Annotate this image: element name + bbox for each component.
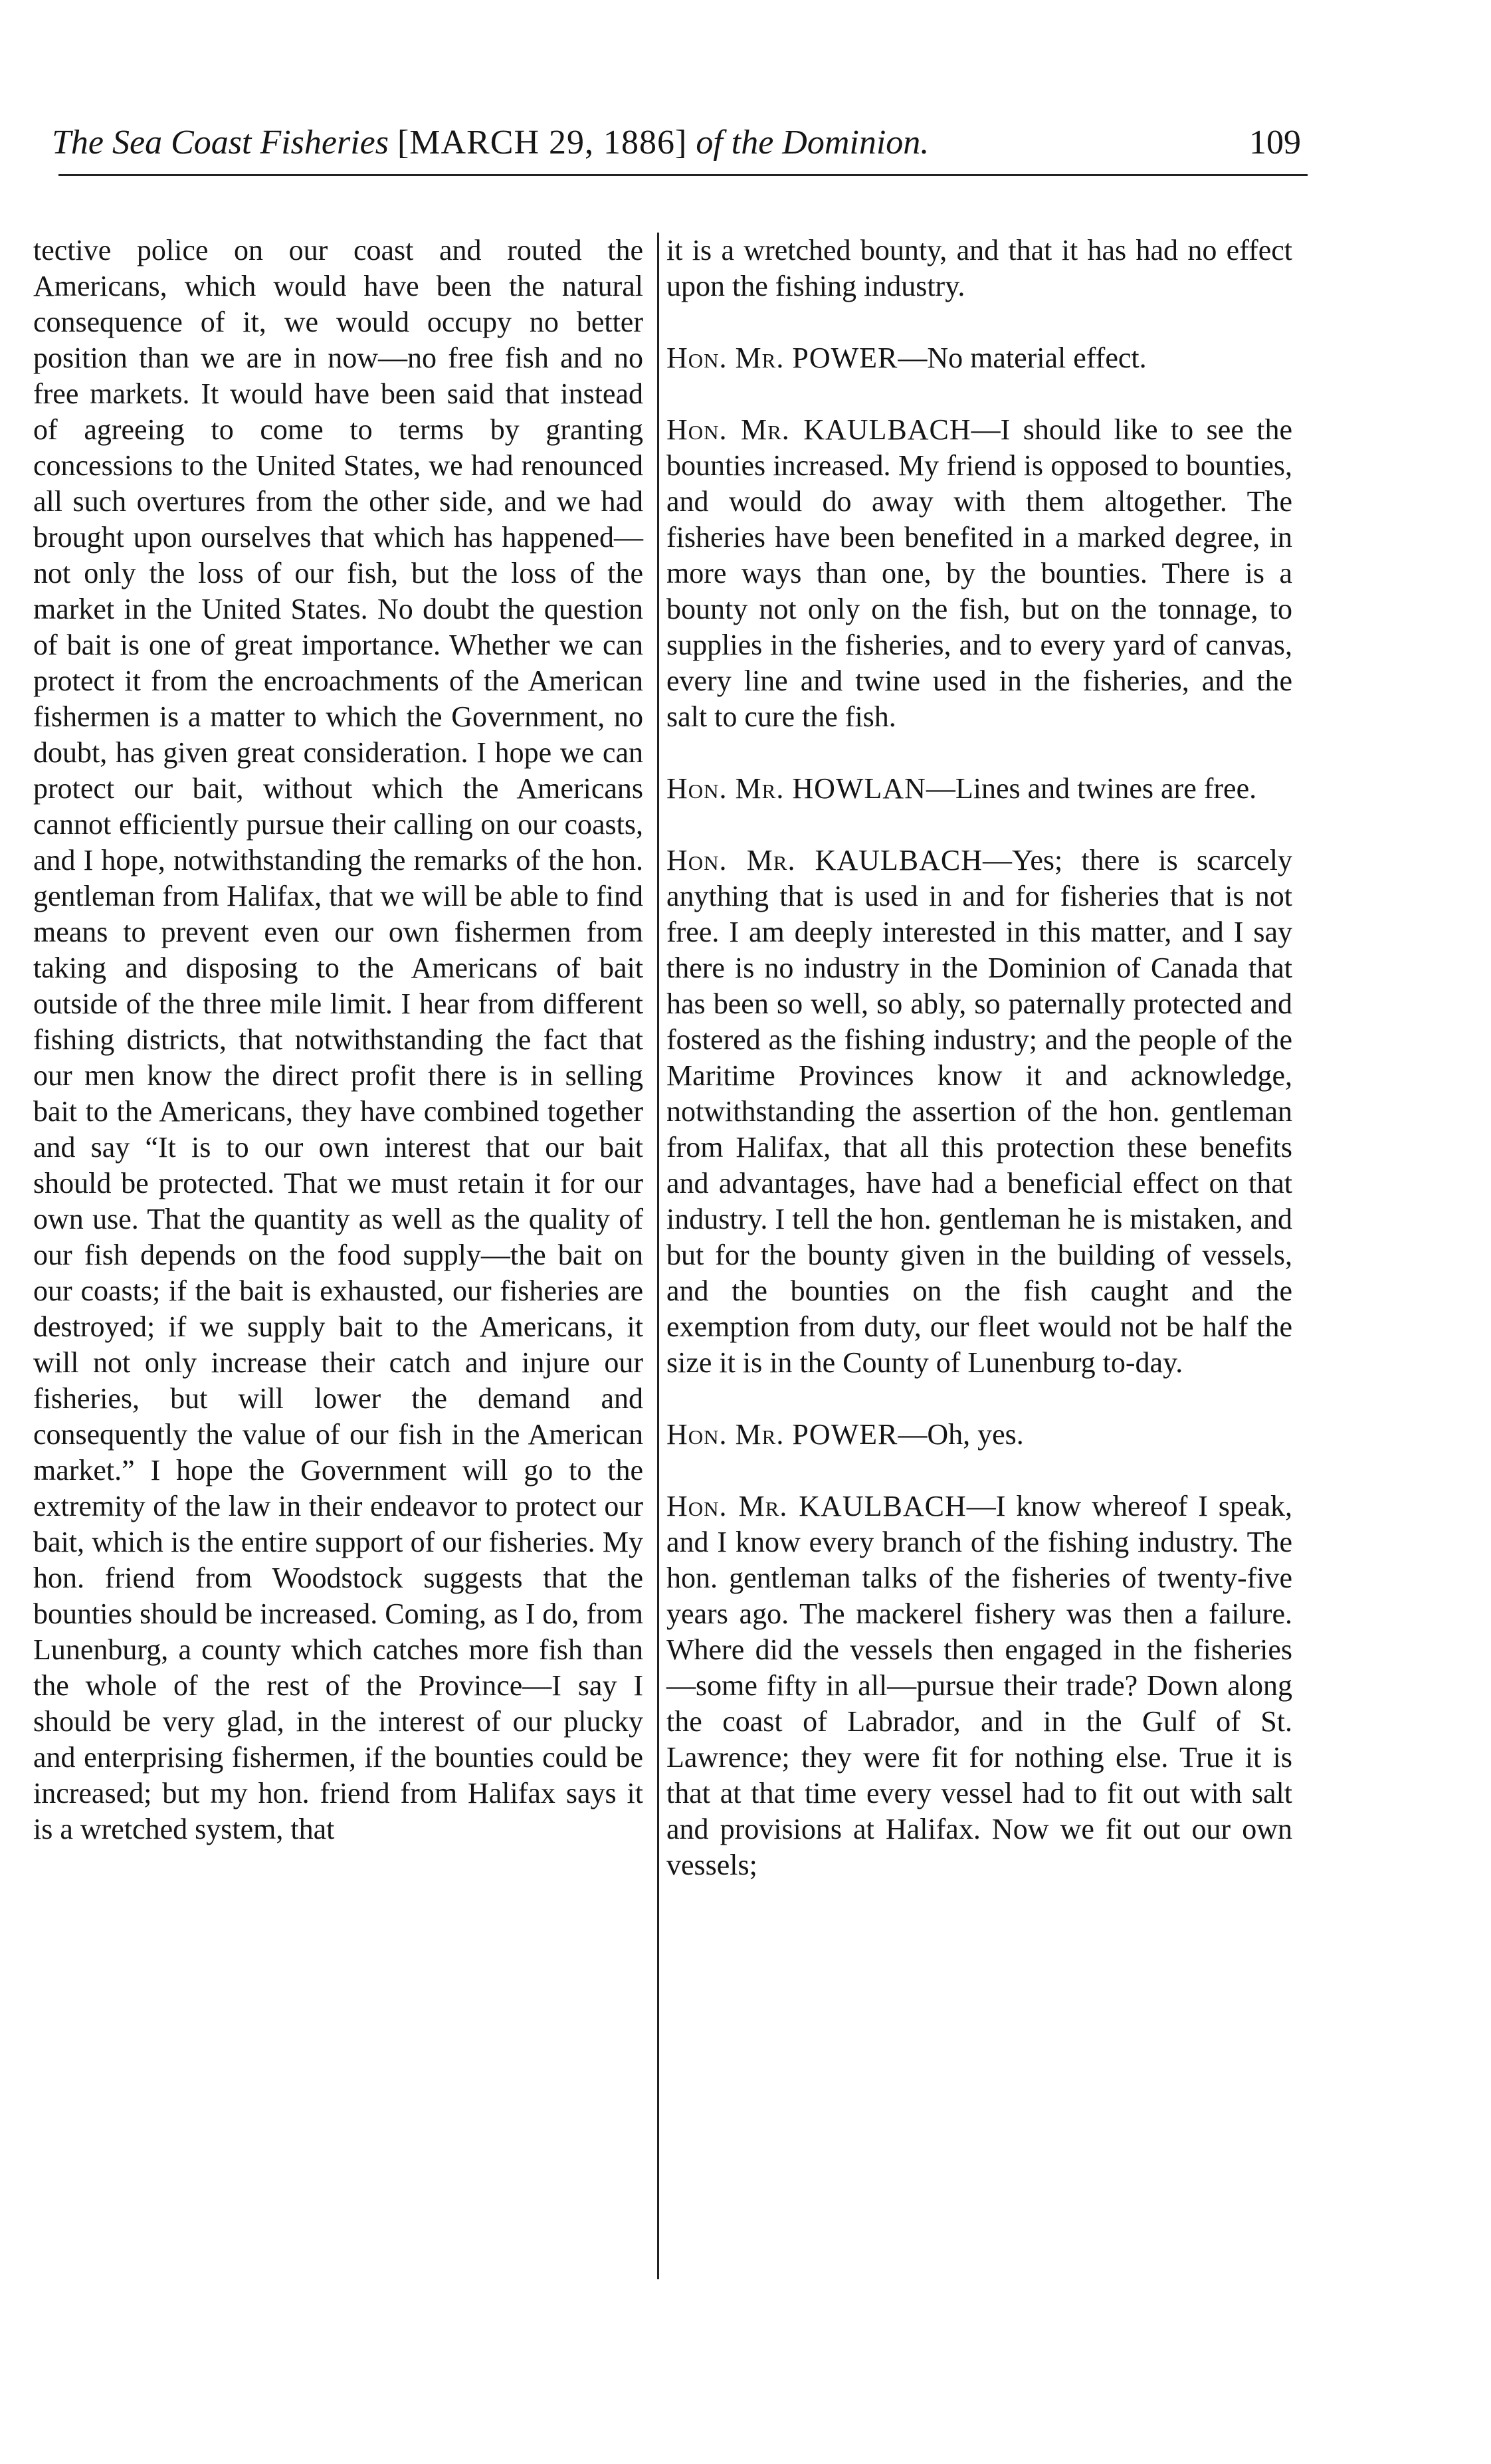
speech-power xyxy=(666,1417,1292,1453)
speaker-name: Hon. Mr. POWER xyxy=(666,1418,898,1451)
running-header xyxy=(52,116,1301,169)
header-title-right: of the Dominion. xyxy=(696,124,930,161)
speech-text: —No material effect. xyxy=(898,342,1147,374)
right-column xyxy=(666,233,1292,1919)
speech-kaulbach xyxy=(666,843,1292,1381)
speech-text: —Oh, yes. xyxy=(898,1418,1024,1451)
left-column xyxy=(33,233,643,1847)
header-title xyxy=(52,116,929,169)
speech-text: —Lines and twines are free. xyxy=(926,772,1257,805)
header-title-left: The Sea Coast Fisheries xyxy=(52,124,389,161)
left-column-text: tective police on our coast and routed the Americans, which would have been the natural consequence of it, we would occupy no better position than we are in now—no free fish and no free markets. It would have been said that instead of agreeing to come to terms by granting concessions to the United States, we had renounced all such overtures from the other side, and we had brought upon ourselves that which has happened—not only the loss of our fish, but the loss of the market in the United States. No doubt the question of bait is one of great importance. Whether we can protect it from the encroachments of the American fishermen is a matter to which the Government, no doubt, has given great consideration. I hope we can protect our bait, without which the Americans cannot efficiently pursue their calling on our coasts, and I hope, notwithstanding the remarks of the hon. gentleman from Halifax, that we will be able to find means to prevent even our own fishermen from taking and disposing to the Americans of bait outside of the three mile limit. I hear from different fishing districts, that notwithstanding the fact that our men know the direct profit there is in selling bait to the Americans, they have combined together and say “It is to our own interest that our bait should be protected. That we must retain it for our own use. That the quantity as well as the quality of our fish depends on the food supply—the bait on our coasts; if the bait is exhausted, our fisheries are destroyed; if we supply bait to the Americans, it will not only increase their catch and injure our fisheries, but will lower the demand and consequently the value of our fish in the American market.” I hope the Government will go to the extremity of the law in their endeavor to protect our bait, which is the entire support of our fisheries. My hon. friend from Woodstock suggests that the bounties should be increased. Coming, as I do, from Lunenburg, a county which catches more fish than the whole of the rest of the Province—I say I should be very glad, in the interest of our plucky and enterprising fishermen, if the bounties could be increased; but my hon. friend from Halifax says it is a wretched system, that xyxy=(33,234,643,1845)
speech-text: —I know whereof I speak, and I know every branch of the fishing industry. The hon. gentleman talks of the fisheries of twenty-five years ago. The mackerel fishery was then a failure. Where did the vessels then engaged in the fisheries—some fifty in all—pursue their trade? Down along the coast of Labrador, and in the Gulf of St. Lawrence; they were fit for nothing else. True it is that at that time every vessel had to fit out with salt and provisions at Halifax. Now we fit out our own vessels; xyxy=(666,1490,1292,1881)
speaker-name: Hon. Mr. KAULBACH xyxy=(666,413,971,446)
speech-kaulbach xyxy=(666,1489,1292,1883)
paragraph xyxy=(666,233,1292,304)
speech-power xyxy=(666,340,1292,376)
paragraph-text: it is a wretched bounty, and that it has had no effect upon the fishing industry. xyxy=(666,234,1292,302)
column-divider xyxy=(657,233,659,2279)
speech-howlan xyxy=(666,771,1292,807)
header-date: [MARCH 29, 1886] xyxy=(397,124,688,161)
speech-text: —I should like to see the bounties increased. My friend is opposed to bounties, and would do away with them altogether. The fisheries have been benefited in a marked degree, in more ways than one, by the bounties. There is a bounty not only on the fish, but on the tonnage, to supplies in the fisheries, and to every yard of canvas, every line and twine used in the fisheries, and the salt to cure the fish. xyxy=(666,413,1292,733)
speech-text: —Yes; there is scarcely anything that is used in and for fisheries that is not free. I am deeply interested in this matter, and I say there is no industry in the Dominion of Canada that has been so well, so ably, so paternally protected and fostered as the fishing industry; and the people of the Maritime Provinces know it and acknowledge, notwithstanding the assertion of the hon. gentleman from Halifax, that all this protection these benefits and advantages, have had a beneficial effect on that industry. I tell the hon. gentleman he is mistaken, and but for the bounty given in the building of vessels, and the bounties on the fish caught and the exemption from duty, our fleet would not be half the size it is in the County of Lunenburg to-day. xyxy=(666,844,1292,1379)
speaker-name: Hon. Mr. KAULBACH xyxy=(666,1490,967,1522)
speaker-name: Hon. Mr. POWER xyxy=(666,342,898,374)
speaker-name: Hon. Mr. KAULBACH xyxy=(666,844,983,876)
page-number: 109 xyxy=(1249,124,1301,161)
speaker-name: Hon. Mr. HOWLAN xyxy=(666,772,926,805)
speech-kaulbach xyxy=(666,412,1292,735)
header-rule xyxy=(58,174,1308,176)
